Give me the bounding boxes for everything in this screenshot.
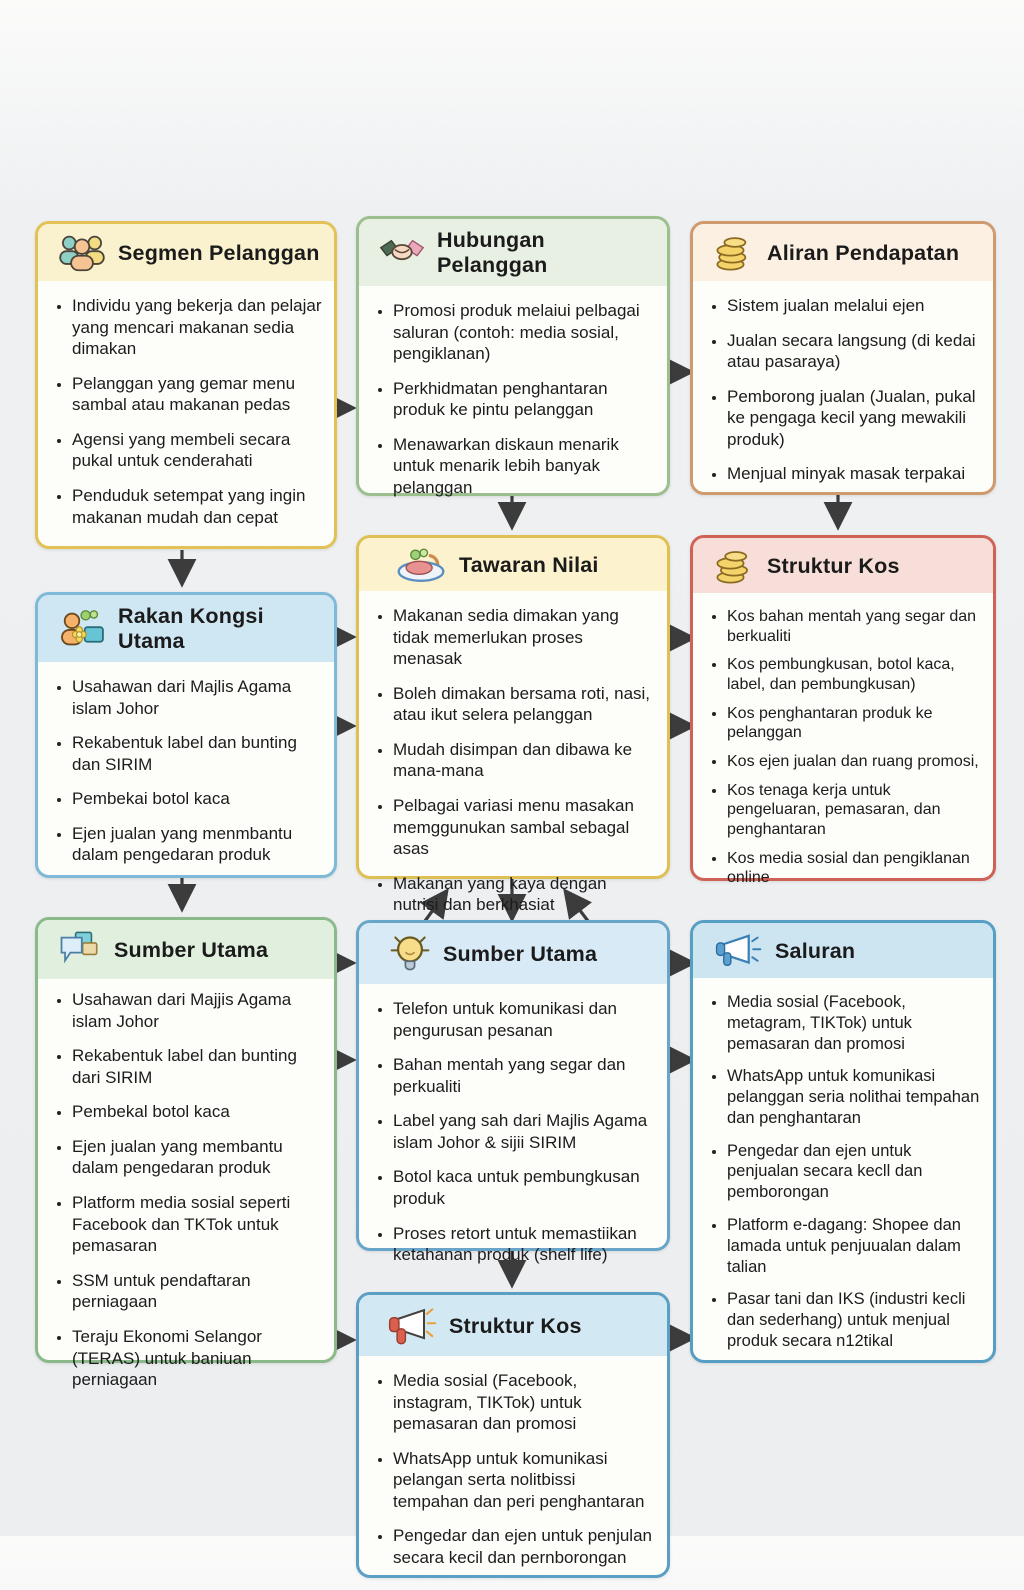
bullet-item: • Bahan mentah yang segar dan perkualiti xyxy=(393,1054,655,1097)
bullet-item: • Pelbagai variasi menu masakan memggunukan sambal sebagal asas xyxy=(393,795,655,860)
bullet-item: • Kos tenaga kerja untuk pengeluaran, pemasaran, dan penghantaran xyxy=(727,781,981,840)
bullet-item: • Label yang sah dari Majlis Agama islam Johor & sijii SIRIM xyxy=(393,1110,655,1153)
box-title: Segmen Pelanggan xyxy=(118,240,320,265)
bullet-item: • Ejen jualan yang menmbantu dalam pengedaran produk xyxy=(72,823,322,866)
bullet-item: • Platform media sosial seperti Facebook dan TKTok untuk pemasaran xyxy=(72,1192,322,1257)
bullet-item: • Perkhidmatan penghantaran produk ke pintu pelanggan xyxy=(393,378,655,421)
bullet-item: • Sistem jualan melalui ejen xyxy=(727,295,981,317)
bullet-item: • Mudah disimpan dan dibawa ke mana-mana xyxy=(393,739,655,782)
food-plate-icon xyxy=(395,547,447,583)
bullet-item: • Menjual minyak masak terpakai xyxy=(727,463,981,485)
bullet-item: • Rekabentuk label dan bunting dari SIRIM xyxy=(72,1045,322,1088)
bullet-list xyxy=(38,668,334,887)
lightbulb-icon xyxy=(389,932,431,976)
bullet-item: • Teraju Ekonomi Selangor (TERAS) untuk baniuan perniagaan xyxy=(72,1326,322,1391)
bullet-item: • Media sosial (Facebook, metagram, TIKTok) untuk pemasaran dan promosi xyxy=(727,992,981,1054)
resources-icon xyxy=(58,929,102,971)
bullet-item: • Menawarkan diskaun menarik untuk menarik lebih banyak pelanggan xyxy=(393,434,655,499)
bullet-item: • Makanan sedia dimakan yang tidak memerlukan proses menasak xyxy=(393,605,655,670)
bullet-item: • Agensi yang membeli secara pukal untuk cenderahati xyxy=(72,429,322,472)
bullet-item: • Pembekai botol kaca xyxy=(72,788,322,810)
megaphone-red-icon xyxy=(385,1304,437,1348)
bullet-item: • Kos pembungkusan, botol kaca, label, dan pembungkusan) xyxy=(727,655,981,694)
bullet-item: • SSM untuk pendaftaran perniagaan xyxy=(72,1270,322,1313)
bullet-item: • Media sosial (Facebook, instagram, TIKTok) untuk pemasaran dan promosi xyxy=(393,1370,655,1435)
box-title: Saluran xyxy=(775,938,856,963)
bullet-item: • Rekabentuk label dan bunting dan SIRIM xyxy=(72,732,322,775)
bullet-list xyxy=(693,599,993,905)
box-sumber-utama-tengah xyxy=(356,920,670,1265)
bullet-item: • Ejen jualan yang membantu dalam pengedaran produk xyxy=(72,1136,322,1179)
bullet-item: • Makanan yang kaya dengan nutrisi dan berkhasiat xyxy=(393,873,655,916)
people-group-icon xyxy=(58,233,106,273)
box-hubungan-pelanggan xyxy=(356,216,670,496)
bullet-item: • Penduduk setempat yang ingin makanan mudah dan cepat xyxy=(72,485,322,528)
box-title: Hubungan Pelanggan xyxy=(437,228,548,277)
bullet-item: • Usahawan dari Majjis Agama islam Johor xyxy=(72,989,322,1032)
bullet-item: • Pasar tani dan IKS (industri kecli dan sederhang) untuk menjual produk secara n12tikal xyxy=(727,1289,981,1351)
bullet-list xyxy=(359,990,667,1287)
coins-icon xyxy=(713,547,755,585)
bullet-item: • Pelanggan yang gemar menu sambal atau makanan pedas xyxy=(72,373,322,416)
box-aliran-pendapatan xyxy=(690,221,996,495)
box-struktur-kos-kanan xyxy=(690,535,996,887)
box-tawaran-nilai xyxy=(356,535,670,915)
bullet-item: • Kos ejen jualan dan ruang promosi, xyxy=(727,752,981,772)
bullet-item: • WhatsApp untuk komunikasi pelangan serta nolitbissi tempahan dan peri penghantaran xyxy=(393,1448,655,1513)
bullet-item: • Individu yang bekerja dan pelajar yang mencari makanan sedia dimakan xyxy=(72,295,322,360)
bullet-item: • Proses retort untuk memastiikan ketahanan produk (shelf life) xyxy=(393,1223,655,1266)
bullet-item: • Platform e-dagang: Shopee dan lamada untuk penjuualan dalam talian xyxy=(727,1215,981,1277)
box-title: Tawaran Nilai xyxy=(459,552,599,577)
box-struktur-kos-bawah xyxy=(356,1292,670,1578)
bullet-item: • Kos media sosial dan pengiklanan online xyxy=(727,849,981,888)
bullet-list xyxy=(38,981,334,1412)
bullet-item: • Boleh dimakan bersama roti, nasi, atau ikut selera pelanggan xyxy=(393,683,655,726)
megaphone-blue-icon xyxy=(713,932,763,970)
bullet-item: • Botol kaca untuk pembungkusan produk xyxy=(393,1166,655,1209)
bullet-list xyxy=(693,984,993,1372)
bullet-item: • Pemborong jualan (Jualan, pukal ke pengaga kecil yang mewakili produk) xyxy=(727,386,981,451)
bullet-list xyxy=(359,292,667,520)
bullet-item: • Telefon untuk komunikasi dan pengurusan pesanan xyxy=(393,998,655,1041)
box-title: Rakan Kongsi Utama xyxy=(118,604,264,653)
handshake-icon xyxy=(379,236,425,270)
box-title: Struktur Kos xyxy=(767,553,900,578)
bullet-item: • Kos bahan mentah yang segar dan berkualiti xyxy=(727,607,981,646)
bullet-item: • WhatsApp untuk komunikasi pelanggan seria nolithai tempahan dan penghantaran xyxy=(727,1066,981,1128)
box-rakan-kongsi-utama xyxy=(35,592,337,878)
box-title: Struktur Kos xyxy=(449,1313,582,1338)
bullet-item: • Usahawan dari Majlis Agama islam Johor xyxy=(72,676,322,719)
box-title: Sumber Utama xyxy=(443,941,598,966)
bullet-item: • Promosi produk melaiui pelbagai saluran (contoh: media sosial, pengiklanan) xyxy=(393,300,655,365)
bullet-item: • Pembekal botol kaca xyxy=(72,1101,322,1123)
bullet-list xyxy=(359,1362,667,1590)
bullet-item: • Pengedar dan ejen untuk penjualan secara kecll dan pemborongan xyxy=(727,1141,981,1203)
partner-icon xyxy=(58,609,106,649)
box-title: Aliran Pendapatan xyxy=(767,240,960,265)
bullet-list xyxy=(38,287,334,549)
box-saluran xyxy=(690,920,996,1363)
bullet-list xyxy=(693,287,993,506)
bullet-item: • Pengedar dan ejen untuk penjulan secara kecil dan pernborongan xyxy=(393,1525,655,1568)
coins-icon xyxy=(713,233,755,273)
box-segmen-pelanggan xyxy=(35,221,337,549)
box-title: Sumber Utama xyxy=(114,937,269,962)
box-sumber-utama-kiri xyxy=(35,917,337,1390)
bullet-item: • Jualan secara langsung (di kedai atau pasaraya) xyxy=(727,330,981,373)
bullet-item: • Kos penghantaran produk ke pelanggan xyxy=(727,704,981,743)
bullet-list xyxy=(359,597,667,937)
